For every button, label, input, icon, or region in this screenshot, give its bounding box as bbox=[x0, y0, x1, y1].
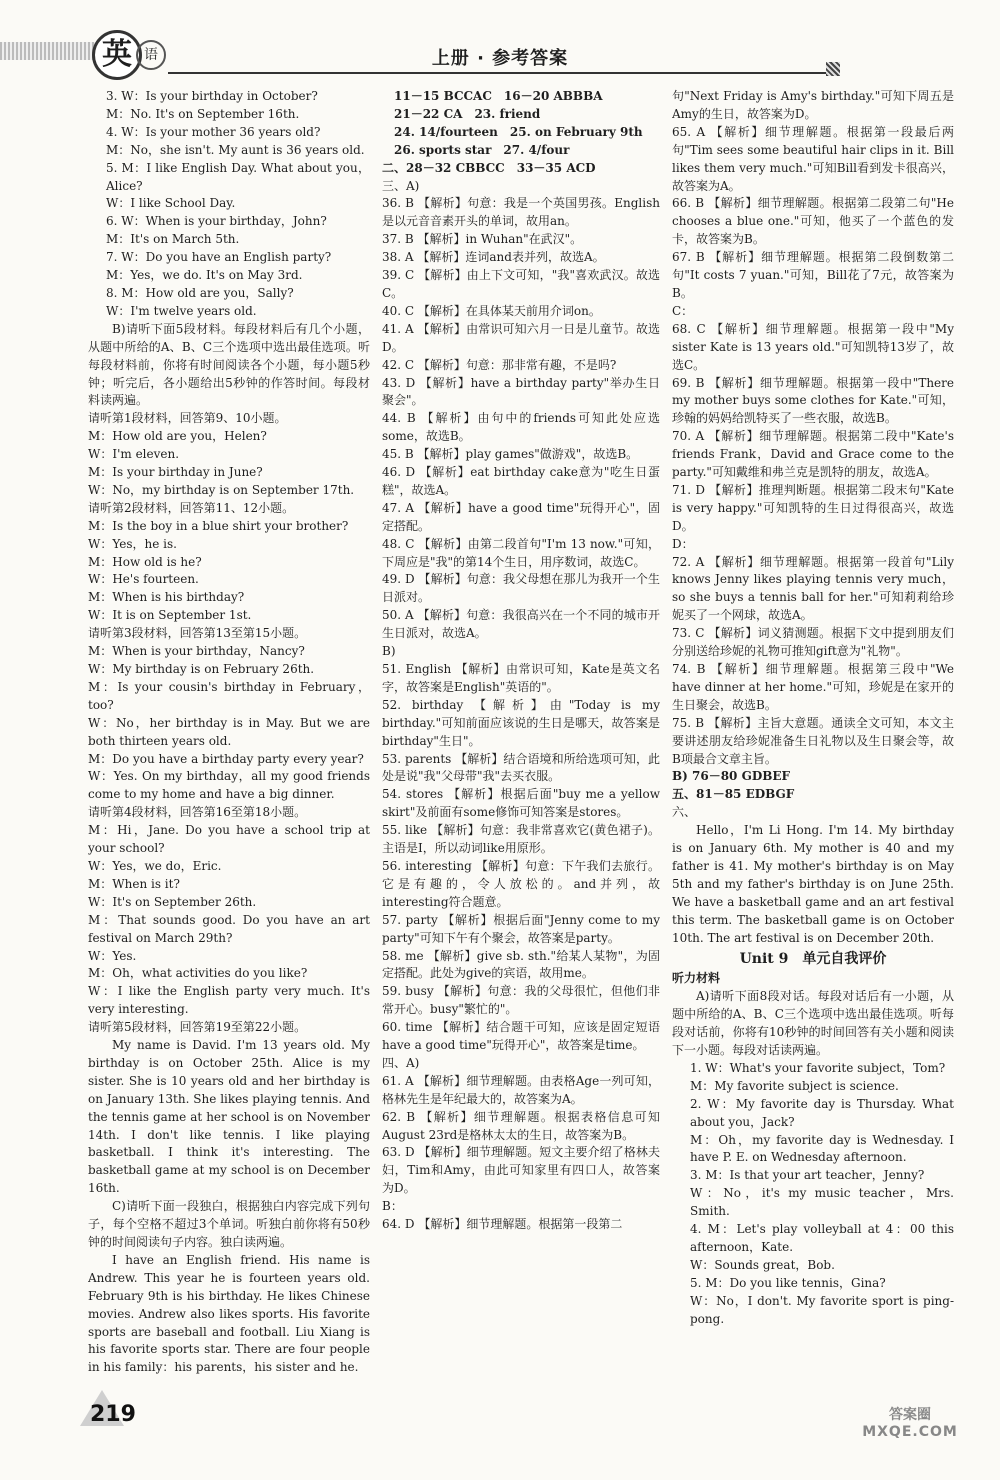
text-line: 67. B 【解析】细节理解题。根据第二段倒数第二句"It costs 7 yuan."可知，Bill花了7元，故答案为B。 bbox=[672, 250, 954, 300]
text-line: 三、A) bbox=[382, 178, 420, 193]
text-line: W：I'm twelve years old. bbox=[106, 303, 257, 318]
text-line: 50. A 【解析】句意：我很高兴在一个不同的城市开生日派对，故选A。 bbox=[382, 608, 660, 641]
text-line: 请听第1段材料，回答第9、10小题。 bbox=[88, 411, 287, 426]
text-line: 五、81－85 EDBGF bbox=[672, 787, 795, 802]
text-line: W：No，my birthday is on September 17th. bbox=[88, 482, 355, 497]
text-line: 47. A 【解析】have a good time"玩得开心"，固定搭配。 bbox=[382, 500, 660, 533]
text-line: W：Yes. On my birthday，all my good friends come to my home and have a big dinner. bbox=[88, 769, 370, 802]
column-2 bbox=[382, 88, 660, 1378]
text-line: 51. English 【解析】由常识可知，Kate是英文名字，故答案是English"英语的"。 bbox=[382, 662, 660, 694]
text-line: 36. B 【解析】句意：我是一个英国男孩。English是以元音音素开头的单词，故用an。 bbox=[382, 196, 660, 229]
text-line: 52. birthday 【解析】由"Today is my birthday."可知前面应该说的生日是哪天，故答案是birthday"生日"。 bbox=[382, 697, 660, 748]
header-rule bbox=[168, 72, 828, 74]
text-line bbox=[88, 1377, 370, 1378]
text-line: 26. sports star 27. 4/four bbox=[382, 142, 570, 157]
text-line: 59. busy 【解析】句意：我的父母很忙，但他们非常开心。busy"繁忙的"。 bbox=[382, 984, 660, 1017]
text-line: 46. D 【解析】eat birthday cake意为"吃生日蛋糕"，故选A。 bbox=[382, 465, 660, 497]
text-line: 38. A 【解析】连词and表并列，故选A。 bbox=[382, 250, 605, 265]
text-line: 43. D 【解析】have a birthday party"举办生日聚会"。 bbox=[382, 375, 660, 408]
text-line: 70. A 【解析】细节理解题。根据第二段中"Kate's friends Frank，David and Grace come to the party."可知戴维和弗兰克是凯特的朋友，故选A。 bbox=[672, 429, 954, 480]
text-line: 请听第2段材料，回答第11、12小题。 bbox=[88, 500, 295, 515]
page-title: 上册 · 参考答案 bbox=[431, 48, 569, 69]
text-line: M：Is your birthday in June? bbox=[88, 465, 263, 480]
text-line: 53. parents 【解析】结合语境和所给选项可知，此处是说"我"父母带"我"去买衣服。 bbox=[382, 751, 660, 784]
watermark-url: MXQE.COM bbox=[862, 1424, 958, 1440]
text-line: 48. C 【解析】由第二段首句"I'm 13 now."可知，下周应是"我"的第14个生日，用序数词，故选C。 bbox=[382, 536, 660, 569]
text-line: M：When is it? bbox=[88, 876, 180, 891]
text-line: 49. D 【解析】句意：我父母想在那儿为我开一个生日派对。 bbox=[382, 572, 660, 605]
subject-logo: 英 bbox=[92, 30, 142, 80]
text-line: M：When is your birthday，Nancy? bbox=[88, 644, 305, 659]
text-line: 65. A 【解析】细节理解题。根据第一段最后两句"Tim sees some beautiful hair clips in it. Bill likes them very much."可知Bill看到发卡很高兴，故答案为A。 bbox=[672, 124, 954, 193]
text-line: 3. W：Is your birthday in October? bbox=[106, 89, 318, 103]
text-line: M：No. It's on September 16th. bbox=[106, 106, 300, 121]
text-line: 37. B 【解析】in Wuhan"在武汉"。 bbox=[382, 232, 583, 247]
text-line: W：Yes，we do，Eric. bbox=[88, 858, 222, 873]
text-line: 60. time 【解析】结合题干可知，应该是固定短语have a good time"玩得开心"，故答案是time。 bbox=[382, 1020, 660, 1053]
text-line: M：How old is he? bbox=[88, 554, 202, 569]
text-line: B： bbox=[382, 1199, 403, 1214]
text-line: M：When is his birthday? bbox=[88, 590, 245, 605]
text-line: M：No，she isn't. My aunt is 36 years old. bbox=[106, 142, 365, 157]
text-line: C： bbox=[672, 303, 694, 318]
text-line: B) 76－80 GDBEF bbox=[672, 769, 791, 784]
text-line: M：Oh，my favorite day is Wednesday. I have P. E. on Wednesday afternoon. bbox=[690, 1132, 954, 1165]
text-line: 72. A 【解析】细节理解题。根据第一段首句"Lily knows Jenny likes playing tennis very much，so she buys a tennis ball for her."可知莉莉给珍妮买了一个网球，故选A。 bbox=[672, 554, 954, 623]
text-line: 42. C 【解析】句意：那非常有趣，不是吗? bbox=[382, 357, 617, 372]
text-line: 45. B 【解析】play games"做游戏"，故选B。 bbox=[382, 447, 639, 462]
subject-logo-small: 语 bbox=[136, 40, 166, 70]
text-line: 24. 14/fourteen 25. on February 9th bbox=[382, 124, 643, 139]
text-line: 71. D 【解析】推理判断题。根据第二段末句"Kate is very happy."可知凯特的生日过得很高兴，故选D。 bbox=[672, 482, 954, 533]
text-line: Hello，I'm Li Hong. I'm 14. My birthday is on January 6th. My mother is 40 and my father is 41. My mother's birthday is on May 5th and my father's birthday is on June 25th. We have a basketball game and an art festival this term. The basketball game is on October 10th. The art festival is on December 20th. bbox=[672, 823, 954, 945]
text-line: 63. D 【解析】细节理解题。短文主要介绍了格林夫妇，Tim和Amy，由此可知家里有四口人，故答案为D。 bbox=[382, 1145, 660, 1196]
text-line: My name is David. I'm 13 years old. My birthday is on October 25th. Alice is my sister. She is 10 years old and her birthday is on January 13th. She likes playing tennis. And the tennis game at her school is on November 14th. I don't like tennis. I like playing basketball. I think it's interesting. The basketball game at my school is on December 16th. bbox=[88, 1038, 370, 1196]
text-line: 58. me 【解析】give sb. sth."给某人某物"，为固定搭配。此处为give的宾语，故用me。 bbox=[382, 948, 660, 981]
watermark bbox=[830, 1404, 990, 1474]
text-line: M：It's on March 5th. bbox=[106, 232, 240, 247]
text-line: D： bbox=[672, 536, 694, 551]
text-line: W：I like School Day. bbox=[106, 196, 236, 211]
text-line: M：My favorite subject is science. bbox=[690, 1078, 899, 1093]
text-line: 六、 bbox=[672, 805, 697, 820]
text-line: 四、A) bbox=[382, 1055, 420, 1070]
text-line: 11－15 BCCAC 16－20 ABBBA bbox=[382, 89, 603, 103]
text-line: B)请听下面5段材料。每段材料后有几个小题，从题中所给的A、B、C三个选项中选出最佳选项。听每段材料前，你将有时间阅读各个小题，每小题5秒钟；听完后，各小题给出5秒钟的作答时间。每段材料读两遍。 bbox=[88, 321, 370, 408]
column-3 bbox=[672, 88, 954, 1378]
text-line: 44. B 【解析】由句中的friends可知此处应选some，故选B。 bbox=[382, 411, 660, 444]
text-line: W：My birthday is on February 26th. bbox=[88, 662, 315, 676]
text-line: M：Oh，what activities do you like? bbox=[88, 966, 308, 981]
text-line: 4. M：Let's play volleyball at 4：00 this afternoon，Kate. bbox=[690, 1222, 954, 1254]
text-line: 40. C 【解析】在具体某天前用介词on。 bbox=[382, 303, 601, 318]
text-line: M：That sounds good. Do you have an art festival on March 29th? bbox=[88, 912, 370, 945]
text-line: 7. W：Do you have an English party? bbox=[106, 250, 332, 265]
text-line: 5. M：Do you like tennis，Gina? bbox=[690, 1275, 886, 1290]
text-line: 54. stores 【解析】根据后面"buy me a yellow skirt"及前面有some修饰可知答案是stores。 bbox=[382, 787, 660, 820]
text-line: I have an English friend. His name is Andrew. This year he is fourteen years old. February 9th is his birthday. He likes Chinese movies. Andrew also likes sports. His favorite sports are baseball and football. Liu Xiang is his favorite sports star. There are four people in his family：his parents，his sister and he. bbox=[88, 1252, 370, 1375]
text-line: 61. A 【解析】细节理解题。由表格Age一列可知，格林先生是年纪最大的，故答案为A。 bbox=[382, 1073, 660, 1106]
text-line: 句"Next Friday is Amy's birthday."可知下周五是Amy的生日，故答案为D。 bbox=[672, 89, 954, 121]
text-line: 68. C 【解析】细节理解题。根据第一段中"My sister Kate is 13 years old."可知凯特13岁了，故选C。 bbox=[672, 321, 954, 372]
text-line: M：How old are you，Helen? bbox=[88, 429, 267, 444]
text-line: W：No，her birthday is in May. But we are both thirteen years old. bbox=[88, 715, 370, 748]
text-line: 请听第3段材料，回答第13至第15小题。 bbox=[88, 626, 307, 641]
text-line: 4. W：Is your mother 36 years old? bbox=[106, 124, 321, 139]
text-line: W：I'm eleven. bbox=[88, 447, 180, 462]
text-line: M：Yes，we do. It's on May 3rd. bbox=[106, 268, 303, 283]
text-line: 二、28－32 CBBCC 33－35 ACD bbox=[382, 160, 596, 175]
text-line: 55. like 【解析】句意：我非常喜欢它(黄色裙子)。主语是I，所以动词like用原形。 bbox=[382, 823, 660, 856]
text-line: 73. C 【解析】词义猜测题。根据下文中提到朋友们分别送给珍妮的礼物可推知gift意为"礼物"。 bbox=[672, 626, 954, 659]
text-line: M：Do you have a birthday party every year? bbox=[88, 751, 364, 766]
page-header bbox=[0, 0, 1000, 86]
text-line: 62. B 【解析】细节理解题。根据表格信息可知August 23rd是格林太太的生日，故答案为B。 bbox=[382, 1109, 660, 1142]
text-line: B) bbox=[382, 644, 396, 659]
text-line: 6. W：When is your birthday，John? bbox=[106, 214, 327, 229]
text-line: W：No，it's my music teacher，Mrs. Smith. bbox=[690, 1186, 954, 1219]
watermark-text: 答案圈 bbox=[889, 1407, 931, 1423]
text-line: 5. M：I like English Day. What about you，Alice? bbox=[106, 160, 370, 193]
text-line: 1. W：What's your favorite subject，Tom? bbox=[690, 1060, 946, 1075]
text-line: M：Hi，Jane. Do you have a school trip at your school? bbox=[88, 823, 370, 856]
column-1 bbox=[88, 88, 370, 1378]
text-line: 56. interesting 【解析】句意：下午我们去旅行。它是有趣的，令人放松的。and并列，故interesting符合题意。 bbox=[382, 858, 660, 909]
text-line: 74. B 【解析】细节理解题。根据第三段中"We have dinner at her home."可知，珍妮是在家开的生日聚会，故选B。 bbox=[672, 662, 954, 712]
text-line: W：Yes. bbox=[88, 948, 137, 963]
text-line: M：Is the boy in a blue shirt your brother? bbox=[88, 518, 349, 533]
text-line: 69. B 【解析】细节理解题。根据第一段中"There my mother buys some clothes for Kate."可知，珍翰的妈妈给凯特买了一些衣服，故选B。 bbox=[672, 375, 954, 426]
text-line: W：It is on September 1st. bbox=[88, 608, 252, 623]
text-line: C)请听下面一段独白，根据独白内容完成下列句子，每个空格不超过3个单词。听独白前你将有50秒钟的时间阅读句子内容。独白读两遍。 bbox=[88, 1199, 370, 1249]
text-line: 57. party 【解析】根据后面"Jenny come to my party"可知下午有个聚会，故答案是party。 bbox=[382, 912, 660, 945]
text-line: W：I like the English party very much. It's very interesting. bbox=[88, 984, 370, 1017]
text-line: 听力材料 bbox=[672, 971, 721, 986]
text-line: 39. C 【解析】由上下文可知，"我"喜欢武汉。故选C。 bbox=[382, 268, 660, 300]
text-line: W：He's fourteen. bbox=[88, 572, 199, 587]
text-line: M：Is your cousin's birthday in February，too? bbox=[88, 679, 370, 712]
header-tail-mark bbox=[826, 62, 840, 76]
text-line: 请听第4段材料，回答第16至第18小题。 bbox=[88, 805, 307, 820]
text-line: 请听第5段材料，回答第19至第22小题。 bbox=[88, 1020, 307, 1035]
text-line: A)请听下面8段对话。每段对话后有一小题，从题中所给的A、B、C三个选项中选出最佳选项。听每段对话前，你将有10秒钟的时间回答有关小题和阅读下一小题。每段对话读两遍。 bbox=[672, 989, 954, 1058]
text-line: 2. W：My favorite day is Thursday. What about you，Jack? bbox=[690, 1096, 954, 1129]
text-line: 41. A 【解析】由常识可知六月一日是儿童节。故选D。 bbox=[382, 321, 660, 354]
text-line: 66. B 【解析】细节理解题。根据第二段第二句"He chooses a blue one."可知，他买了一个蓝色的发卡，故答案为B。 bbox=[672, 196, 954, 247]
text-line: W：Yes，he is. bbox=[88, 536, 177, 551]
text-line: W：No，I don't. My favorite sport is ping-pong. bbox=[690, 1293, 954, 1326]
text-line: 8. M：How old are you，Sally? bbox=[106, 285, 294, 300]
text-line: W：It's on September 26th. bbox=[88, 894, 257, 909]
text-line: 64. D 【解析】细节理解题。根据第一段第二 bbox=[382, 1217, 623, 1232]
text-line: 3. M：Is that your art teacher，Jenny? bbox=[690, 1168, 925, 1183]
text-line: 75. B 【解析】主旨大意题。通读全文可知，本文主要讲述朋友给珍妮准备生日礼物以及生日聚会等，故B项最合文章主旨。 bbox=[672, 715, 954, 766]
text-line: W：Sounds great，Bob. bbox=[690, 1257, 835, 1272]
text-line: Unit 9 单元自我评价 bbox=[739, 950, 887, 967]
page-number: 219 bbox=[90, 1402, 136, 1427]
text-line: 21－22 CA 23. friend bbox=[382, 106, 541, 121]
